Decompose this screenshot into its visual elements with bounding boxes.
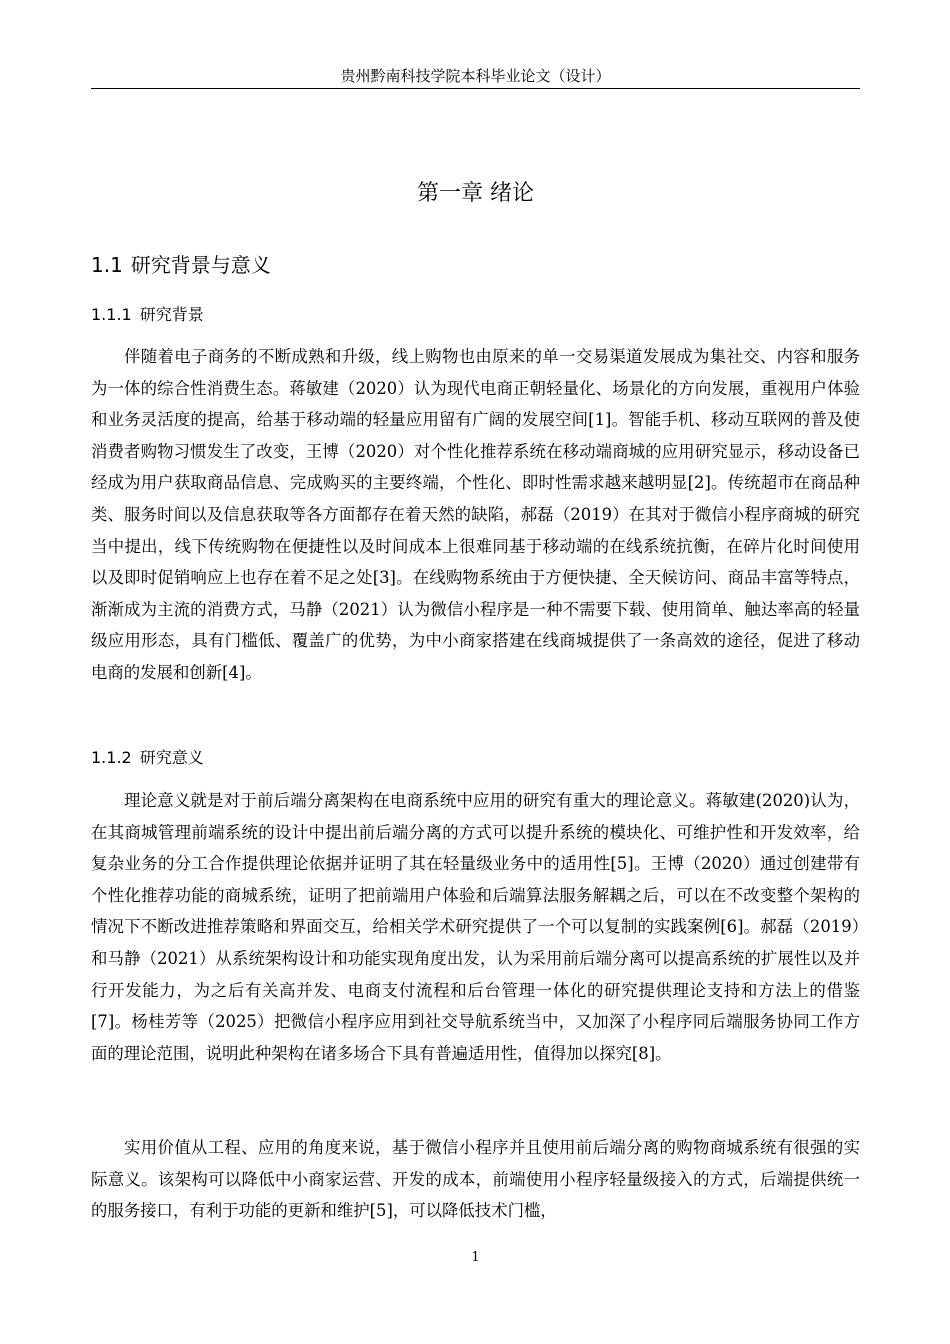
subsection-number: 1.1.2	[91, 748, 132, 767]
paragraph-practical-value: 实用价值从工程、应用的角度来说，基于微信小程序并且使用前后端分离的购物商城系统有很强的实际意义。该架构可以降低中小商家运营、开发的成本，前端使用小程序轻量级接入的方式，后端提供统一的服务接口，有利于功能的更新和维护[5]，可以降低技术门槛，	[91, 1138, 860, 1221]
subsection-heading-significance	[91, 746, 204, 770]
paragraph-theoretical-significance: 理论意义就是对于前后端分离架构在电商系统中应用的研究有重大的理论意义。蒋敏建(2020)认为，在其商城管理前端系统的设计中提出前后端分离的方式可以提升系统的模块化、可维护性和开发效率，给复杂业务的分工合作提供理论依据并证明了其在轻量级业务中的适用性[5]。王博（2020）通过创建带有个性化推荐功能的商城系统，证明了把前端用户体验和后端算法服务解耦之后，可以在不改变整个架构的情况下不断改进推荐策略和界面交互，给相关学术研究提供了一个可以复制的实践案例[6]。郝磊（2019）和马静（2021）从系统架构设计和功能实现角度出发，认为采用前后端分离可以提高系统的扩展性以及并行开发能力，为之后有关高并发、电商支付流程和后台管理一体化的研究提供理论支持和方法上的借鉴[7]。杨桂芳等（2025）把微信小程序应用到社交导航系统当中，又加深了小程序同后端服务协同工作方面的理论范围，说明此种架构在诸多场合下具有普遍适用性，值得加以探究[8]。	[91, 791, 860, 1063]
subsection-title: 研究意义	[139, 748, 204, 767]
paragraph-background: 伴随着电子商务的不断成熟和升级，线上购物也由原来的单一交易渠道发展成为集社交、内容和服务为一体的综合性消费生态。蒋敏建（2020）认为现代电商正朝轻量化、场景化的方向发展，重视用户体验和业务灵活度的提高，给基于移动端的轻量应用留有广阔的发展空间[1]。智能手机、移动互联网的普及使消费者购物习惯发生了改变，王博（2020）对个性化推荐系统在移动端商城的应用研究显示，移动设备已经成为用户获取商品信息、完成购买的主要终端，个性化、即时性需求越来越明显[2]。传统超市在商品种类、服务时间以及信息获取等各方面都存在着天然的缺陷，郝磊（2019）在其对于微信小程序商城的研究当中提出，线下传统购物在便捷性以及时间成本上很难同基于移动端的在线系统抗衡，在碎片化时间使用以及即时促销响应上也存在着不足之处[3]。在线购物系统由于方便快捷、全天候访问、商品丰富等特点，渐渐成为主流的消费方式，马静（2021）认为微信小程序是一种不需要下载、使用简单、触达率高的轻量级应用形态，具有门槛低、覆盖广的优势，为中小商家搭建在线商城提供了一条高效的途径，促进了移动电商的发展和创新[4]。	[91, 347, 860, 682]
section-heading	[91, 251, 271, 279]
subsection-number: 1.1.1	[91, 305, 132, 324]
subsection-heading-background	[91, 303, 204, 327]
section-title: 研究背景与意义	[130, 253, 271, 277]
page-number: 1	[471, 1250, 480, 1265]
chapter-title: 第一章 绪论	[417, 181, 534, 206]
subsection-title: 研究背景	[139, 305, 204, 324]
section-number: 1.1	[91, 253, 123, 277]
page-header: 贵州黔南科技学院本科毕业论文（设计）	[91, 66, 860, 89]
